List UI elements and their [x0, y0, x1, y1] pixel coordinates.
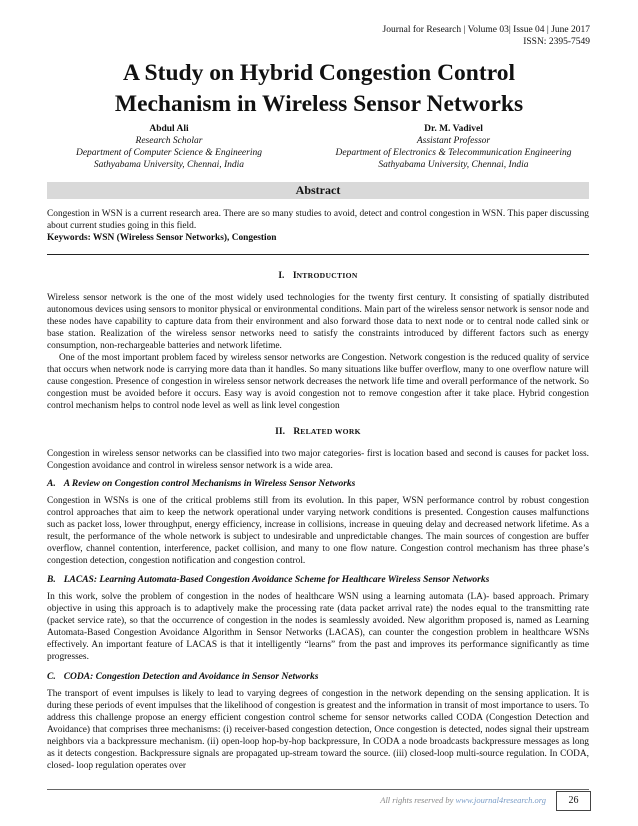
- author-role: Assistant Professor: [416, 136, 491, 146]
- section-title-rest: NTRODUCTION: [296, 271, 358, 280]
- paper-title: [0, 58, 638, 120]
- subsection-heading-c: [47, 671, 589, 683]
- subsection-title: LACAS: Learning Automata-Based Congestion Avoidance Scheme for Healthcare Wireless Sensor Networks: [63, 575, 490, 585]
- subsection-title: CODA: Congestion Detection and Avoidance in Sensor Networks: [63, 672, 319, 682]
- author-name: Abdul Ali: [149, 124, 189, 134]
- introduction-body: [47, 292, 589, 412]
- paragraph: In this work, solve the problem of congestion in the nodes of healthcare WSN using a learning automata (LA)- based approach. Primary objective in using this approach is to adaptively make the processing rate (data packet arrival rate) the nodes equal to the transmitting rate (packet service rate), so that the occurrence of congestion in the nodes is seamlessly avoided. New algorithm proposed is, named as Learning Automata-Based Congestion Avoidance Algorithm in Sensor Networks (LACAS), can counter the congestion problem in healthcare WSNs effectively. An important feature of LACAS is that it intelligently “learns” from the past and improves its performance significantly as time progresses.: [47, 592, 589, 662]
- section-number: I.: [278, 271, 285, 281]
- author-department: Department of Electronics & Telecommunication Engineering: [335, 148, 572, 158]
- paragraph: The transport of event impulses is likely to lead to varying degrees of congestion in the network depending on the sensing application. It is during these periods of event impulses that the likelihood of congestion is greatest and the information in transit of most importance to users. To address this challenge propose an energy efficient congestion control scheme for sensor networks called CODA (Congestion Detection and Avoidance) that comprises three mechanisms: (i) receiver-based congestion detection, Once congestion is detected, nodes signal their upstream neighbors via a backpressure mechanism. (ii) open-loop hop-by-hop backpressure, In CODA a node broadcasts backpressure messages as long as it detects congestion. Backpressure signals are propagated up-stream toward the source. (iii) closed-loop multi-source regulation. In CODA, closed- loop regulation operates over: [47, 689, 589, 771]
- subsection-b-body: [47, 591, 589, 663]
- abstract-divider: [47, 254, 589, 255]
- journal-header: [383, 24, 590, 48]
- issn-line: ISSN: 2395-7549: [523, 37, 590, 47]
- section-title-initial: R: [293, 427, 301, 437]
- paragraph: Wireless sensor network is the one of the most widely used technologies for the twenty first century. It consisting of spatially distributed autonomous devices using sensors to monitor physical or environmental conditions. Main part of the wireless sensor network is sensor node and these nodes have capability to capture data from their environment and also forward those data to next node or to central node called sink or base station. Realization of the wireless sensor networks need to satisfy the constraints introduced by different factors such as energy consumption, non-rechargeable batteries and network lifetime.: [47, 293, 589, 351]
- subsection-heading-b: [47, 574, 589, 586]
- footer-divider: [47, 789, 589, 790]
- abstract-body: [47, 208, 589, 244]
- section-title-initial: I: [292, 271, 297, 281]
- section-number: II.: [275, 427, 285, 437]
- author-block-2: [318, 123, 589, 171]
- subsection-letter: B.: [47, 575, 56, 585]
- abstract-text: Congestion in WSN is a current research area. There are so many studies to avoid, detect and control congestion in WSN. This paper discussing about current studies going in this field.: [47, 209, 589, 231]
- author-name: Dr. M. Vadivel: [424, 124, 483, 134]
- subsection-letter: C.: [47, 672, 56, 682]
- subsection-heading-a: [47, 478, 589, 490]
- section-heading-introduction: [47, 270, 589, 282]
- paragraph: Congestion in wireless sensor networks can be classified into two major categories- first is location based and second is causes for packet loss. Congestion avoidance and control in wireless sensor network is a wide area.: [47, 449, 589, 471]
- abstract-heading: Abstract: [47, 182, 589, 199]
- author-role: Research Scholar: [135, 136, 203, 146]
- subsection-letter: A.: [47, 479, 56, 489]
- keywords-line: Keywords: WSN (Wireless Sensor Networks), Congestion: [47, 233, 277, 243]
- journal-info-line: Journal for Research | Volume 03| Issue 04 | June 2017: [382, 25, 590, 35]
- rights-text: All rights reserved by: [380, 795, 456, 805]
- section-heading-related-work: [47, 426, 589, 438]
- author-university: Sathyabama University, Chennai, India: [93, 160, 245, 170]
- journal-url-link[interactable]: www.journal4research.org: [455, 795, 546, 805]
- subsection-title: A Review on Congestion control Mechanisms in Wireless Sensor Networks: [63, 479, 356, 489]
- title-line-1: A Study on Hybrid Congestion Control: [123, 60, 515, 86]
- footer-rights: [380, 795, 546, 805]
- author-university: Sathyabama University, Chennai, India: [378, 160, 529, 170]
- subsection-a-body: [47, 495, 589, 567]
- subsection-c-body: [47, 688, 589, 772]
- paragraph: Congestion in WSNs is one of the critical problems still from its evolution. In this paper, WSN performance control by robust congestion control approaches that aim to keep the network operational under varying network conditions is presented. Congestion causes malfunctions such as packet loss, lower throughput, energy efficiency, increase in collisions, increase in queuing delay and decreased network lifetime. As a result, the performance of the whole network is subject to undesirable and unpredictable changes. The main sources of congestion are buffer overflow, channel contention, interference, packet collision, and many to one flow nature. Congestion control mechanism has three phase’s congestion detection, congestion notification and congestion control.: [47, 496, 589, 566]
- section-title-rest: ELATED WORK: [300, 427, 361, 436]
- related-work-intro: [47, 448, 589, 472]
- author-block-1: [47, 123, 291, 171]
- title-line-2: Mechanism in Wireless Sensor Networks: [114, 91, 524, 117]
- paragraph: One of the most important problem faced by wireless sensor networks are Congestion. Network congestion is the reduced quality of service that occurs when network node is carrying more data than it handles. So many situations like buffer overflow, many to one overflow nature will cause congestion. Presence of congestion in wireless sensor network decreases the network life time and overall performance of the network. So congestion must be avoided before it occurs. Easy way is avoid congestion not to remove congestion after it take place. Hybrid congestion control mechanism helps to control node level as well as link level congestion: [47, 353, 589, 411]
- page-number: 26: [556, 791, 591, 811]
- author-department: Department of Computer Science & Engineering: [75, 148, 262, 158]
